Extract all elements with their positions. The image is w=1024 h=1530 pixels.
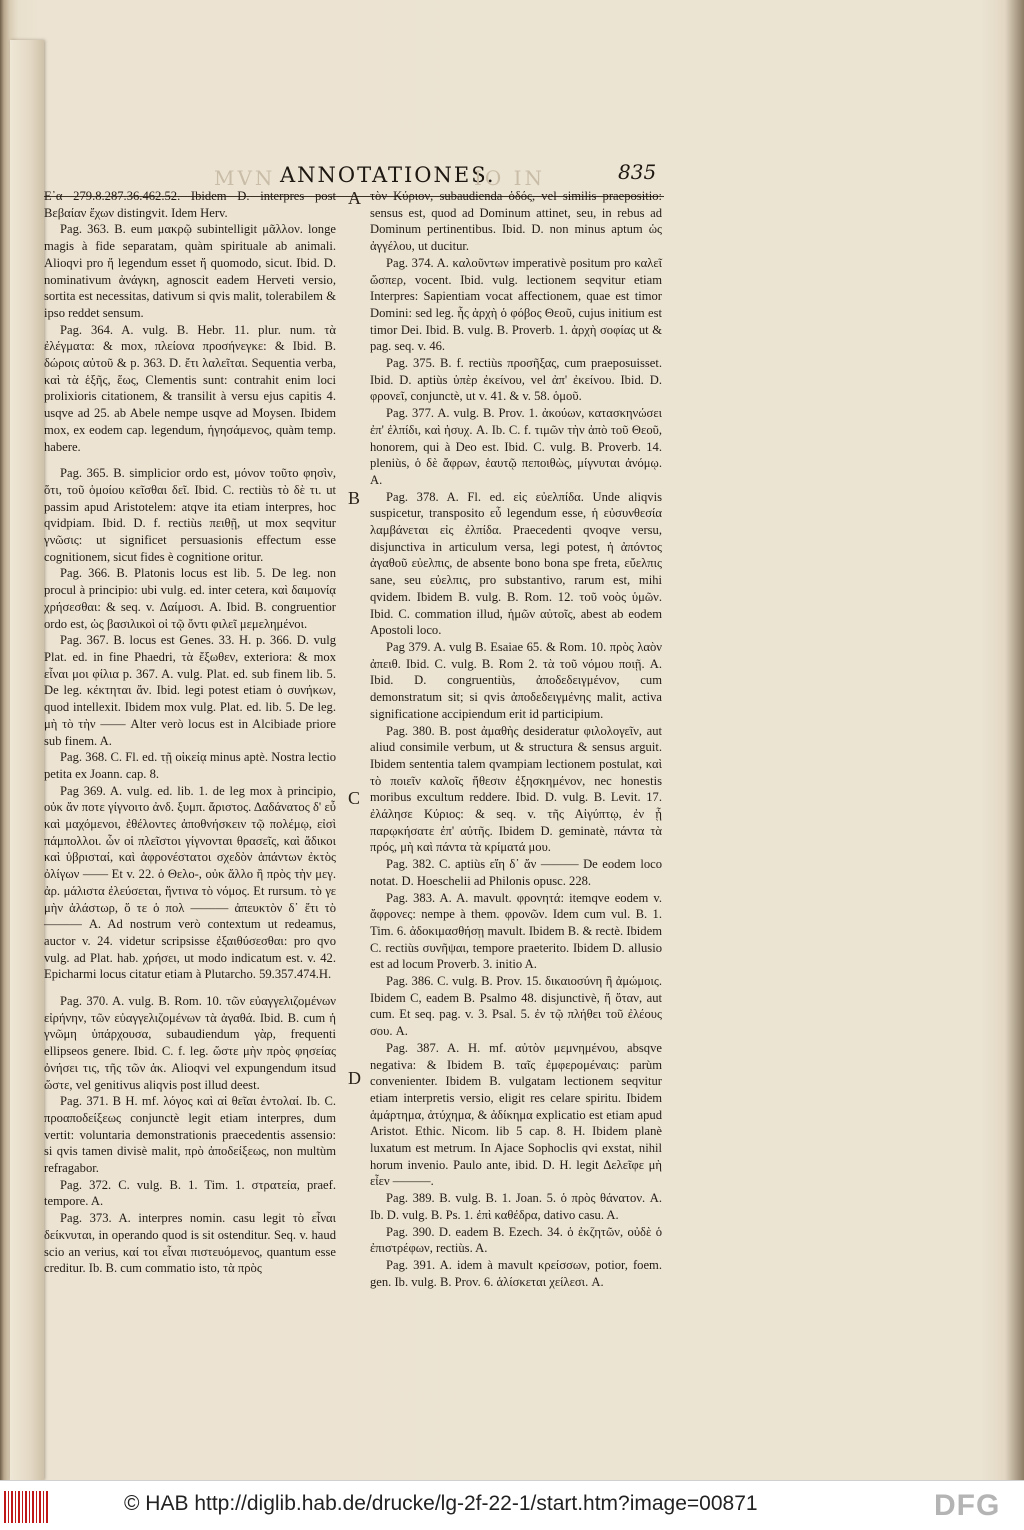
page-number: 835: [618, 160, 657, 184]
annotation-paragraph: Pag. 370. A. vulg. B. Rom. 10. τῶν εὐαγγελιζομένων εἰρήνην, τῶν εὐαγγελιζομένων τὰ ἀγαθά. Ibid. B. cum ἡ γνῶμη ὑπάρχουσα, subaudiendum γὰρ, frequenti ellipseos genere. Ibid. C. f. leg. ὥστε μὴν πρὸς φησείας ὀνήσει τις, τῆς τῶν ἀκ. Alioqvi vel expungendum itsud ὥστε, vel genitivus aliqvis post illud deest.: [44, 994, 336, 1092]
annotation-paragraph: Pag. 372. C. vulg. B. 1. Tim. 1. στρατεία, praef. tempore. A.: [44, 1177, 336, 1209]
annotation-paragraph: τὸν Κύριον, subaudienda ὁδός, vel similis praepositio: sensus est, quod ad Dominum attinet, seu, in rebus ad Dominum pertinentibus. Ibid. D. non minus aptum ὡς ἀγγέλου, ut ducitur.: [370, 189, 662, 254]
page-fold-edge: [10, 40, 44, 1480]
annotation-paragraph: Pag. 390. D. eadem B. Ezech. 34. ὁ ἐκζητῶν, οὐδὲ ὁ ἐπιστρέφων, rectiùs. A.: [370, 1224, 662, 1256]
running-head: [44, 160, 664, 190]
annotation-paragraph: Pag. 377. A. vulg. B. Prov. 1. ἀκούων, κατασκηνώσει ἐπ' ἐλπίδι, καὶ ἡσυχ. A. Ib. C. f. τιμῶν τὴν ἀπὸ τοῦ Θεοῦ, honorem, qui à Deo est. Ibid. C. vulg. B. Proverb. 14. pleniùs, ὁ δὲ ἄφρων, ἑαυτῷ πεποιθὼς, μίγνυται ἀνόμῳ. A.: [370, 406, 662, 487]
annotation-paragraph: Pag. 383. A. A. mavult. φρονητά: itemqve eodem v. ἄφρονες: nempe à them. φρονῶν. Idem cum vul. B. 1. Tim. 6. ἀδοκιμασθήσῃ mavult. Ibidem B. & rectè. Ibidem C. rectiùs συνῆψαι, tempore praeterito. Ibidem D. allusio est ad locum Proverb. 3. initio A.: [370, 890, 662, 972]
margin-letter-c: C: [348, 788, 361, 808]
annotation-paragraph: Pag. 368. C. Fl. ed. τῇ οἰκείᾳ minus aptè. Nostra lectio petita ex Joann. cap. 8.: [44, 750, 336, 781]
annotation-paragraph: Pag. 367. B. locus est Genes. 33. H. p. 366. D. vulg Plat. ed. in fine Phaedri, τὰ ἔξωθεν, exteriora: & mox εἶναι μοι φίλια p. 367. A. vulg. Plat. ed. sub finem lib. 5. De leg. κέκτηται ἄν. Ibid. legi potest etiam ὁ συνήκων, quod intellexit. Ibidem mox vulg. Plat. ed. lib. 5. De leg. μὴ τὸ τὴν —— Alter verò locus est in Alcibiade priore sub finem. A.: [44, 633, 336, 748]
page-title: ANNOTATIONES.: [280, 163, 496, 187]
annotation-paragraph: Ε᾿α 279.8.287.36.462.52. Ibidem D. interpres post Βεβαίαν ἔχων distingvit. Idem Herv.: [44, 189, 336, 220]
source-credit-link[interactable]: © HAB http://diglib.hab.de/drucke/lg-2f-22-1/start.htm?image=00871: [124, 1492, 758, 1515]
section-margin-letters: [346, 188, 366, 1288]
annotation-paragraph: Pag. 382. C. aptiùs εἴη δ᾽ ἄν ——— De eodem loco notat. D. Hoeschelii ad Philonis opusc. 228.: [370, 857, 662, 888]
annotation-paragraph: Pag. 363. B. eum μακρῷ subintelligit μᾶλλον. longe magis à fide separatam, quàm spirituale ab animali. Alioqvi pro ἤ legendum esset ἤ quomodo, sicut. Ibid. D. nominativum ἀνάγκη, agnoscit eadem Herveti versio, sortita est necessitas, dativum si qvis malit, tolerabilem & ipso reddet sensum.: [44, 222, 336, 320]
annotation-paragraph: Pag. 386. C. vulg. B. Prov. 15. δικαιοσύνη ἢ ἀμώμοις. Ibidem C, eadem B. Psalmo 48. disjunctivè, ἤ ὅταν, aut cum. Et seq. pag. v. 3. Psal. 5. ἐν τῷ πλήθει τοῦ ἐλέους σου. A.: [370, 974, 662, 1039]
book-page: [44, 150, 664, 1450]
annotation-paragraph: Pag. 371. B H. mf. λόγος καὶ αἱ θεῖαι ἐντολαί. Ib. C. προαποδείξεως conjunctè legit etiam interpres, dum vertit: voluntaria demonstrationis praecedentis assensio: si qvis tamen divisè malit, πρὸ ἀποδείξεως, non multùm refragabor.: [44, 1094, 336, 1176]
annotation-paragraph: Pag. 375. B. f. rectiùs προσῆξας, cum praeposuisset. Ibid. D. aptiùs ὑπὲρ ἐκείνου, vel ἀπ' ἐκείνου. Ibid. D. φρονεῖ, conjunctè, ut v. 41. & v. 58. ὁμοῦ.: [370, 356, 662, 404]
margin-letter-a: A: [348, 188, 361, 208]
annotation-paragraph: Pag. 389. B. vulg. B. 1. Joan. 5. ὁ πρὸς θάνατον. A. Ib. D. vulg. B. Ps. 1. ἐπὶ καθέδρα, dativo casu. A.: [370, 1191, 662, 1222]
annotation-paragraph: Pag 369. A. vulg. ed. lib. 1. de leg mox à principio, οὐκ ἄν ποτε γίγνοιτο ἀνδ. ξυμπ. ἄριστος. Δαδάνατος δ' εὖ καὶ μαχόμενοι, ἐθέλοντες ἀποθνήσκειν τῷ πολέμῳ, εἰσὶ πάμπολλοι. ὧν οἱ πλεῖστοι γίγνονται θρασεῖς, καὶ ἄδικοι καὶ ὑβρισταί, καὶ ἀφρονέστατοι σχεδὸν ἁπάντων ἐκτὸς ὀλίγων —— Et v. 22. ὁ Θελο-, οὐκ ἄλλο ἢ πρὸς τὴν μεγ. ἀρ. μάλιστα ἐλεύσεται, ἥντινα τὸ νόμος. Et rursum. τὸ γε μὴν ἀλάστωρ, ὅ τε ὁ πολ ——— ἀπευκτὸν δ᾽ ἔτι τὸ ——— A. Ad nostrum verò contextum ut redeamus, auctor v. 24. videtur scripsisse ἐξαιθύσεσθαι: pro qvo vulg. ad Plat. hab. χρήσει, ut modo indicatum est. v. 42. Epicharmi locus citatur etiam à Plutarcho. 59.357.474.H.: [44, 783, 336, 982]
annotation-paragraph: Pag 379. A. vulg B. Esaiae 65. & Rom. 10. πρὸς λαὸν ἀπειθ. Ibid. C. vulg. B. Rom 2. τὰ τοῦ νόμου ποιῇ. A. Ibid. D. congruentiùs, ἀποδεδειγμένον, cum demonstratum sit; si qvis ἀποδεδειγμένης malit, activa significatione accipiendum erit id participium.: [370, 639, 662, 721]
annotation-paragraph: Pag. 365. B. simplicior ordo est, μόνον τοῦτο φησὶν, ὅτι, τοῦ ὁμοίου κεῖσθαι δεῖ. Ibid. C. rectiùs τὸ δὲ τι. ut passim apud Aristotelem: atqve ita etiam interpres, hoc qvidpiam. Ibid. D. f. rectiùs πειθῇ, ut mox seqvitur γνῶσις: ut significet persuasionis effectum esse cognitionem, sicut fides è cognitione oritur.: [44, 466, 336, 564]
annotation-paragraph: Pag. 364. A. vulg. B. Hebr. 11. plur. num. τὰ ἐλέγματα: & mox, πλείονα προσήνεγκε: & Ibid. B. δώροις αὐτοῦ & p. 363. D. ἔτι λαλεῖται. Sequentia verba, καὶ τὰ ἑξῆς, ἕως, Clementis sunt: contrahit enim loci prolixioris citationem, & transilit à versu ejus capitis 4. usqve ad 25. ab Abele nempe usqve ad Moysen. Ibidem mox, ex eodem cap. legendum, ἡγησάμενος, quàm temp. habere.: [44, 322, 336, 454]
annotation-paragraph: Pag. 380. B. post ἀμαθὴς desideratur φιλολογεῖν, aut aliud consimile verbum, ut & structura & sensus arguit. Ibidem sententia talem qvampiam lectionem postulat, καὶ τὸ ποιεῖν καλοῖς ἤθεσιν ἐξησκημένον, nec honestis moribus excultum reddere. Ibid. D. vulg. B. Levit. 17. ἐλάλησε Κύριος: & seq. v. τῆς Αἰγύπτῳ, ἐν ᾗ παρῳκήσατε ἐπ' αὐτῆς. Ibidem D. geminatè, πάντα τὰ πρός, μὴ καὶ πάντα τὰ κρίματά μου.: [370, 723, 662, 855]
annotation-paragraph: Pag. 387. A. H. mf. αὐτὸν μεμνημένου, absqve negativa: & Ibidem B. ταῖς ἐμφερομέναις: parùm convenienter. Ibidem B. vulgatam lectionem seqvitur etiam interpretis versio, eligit res celare spiritu. Ibidem ἁμάρτημα, ἀτύχημα, & ἀδίκημα explicatio est etiam apud Aristot. Ethic. Nicom. lib 5 cap. 8. H. Ibidem planè luxatum est metrum. In Ajace Sophoclis qvi exstat, nihil horum invenio. Paulo ante, ibid. D. H. legit Δελεῖφε μὴ εἶεν ———.: [370, 1040, 662, 1189]
show-through-text-right: IO IN: [474, 166, 546, 190]
show-through-text-left: MVN: [214, 166, 276, 190]
annotation-paragraph: Pag. 378. A. Fl. ed. εἰς εὐελπίδα. Unde aliqvis suspicetur, transposito εὖ legendum esse, ἡ εὐσυνθεσία λαμβάνεται εἰς ἐλπίδα. Praecedenti qvoqve versu, disjunctiva in articulum versa, legi potest, ἡ ἀπόντος ἀγαθοῦ εὐελπις, de absente bono bona spe freta, εὔελπις sane, seu εὐελπις, pro substantivo, rarum est, mihi qvidem. Ibidem B. vulg. B. Rom. 12. τοῦ νοὸς ὑμῶν. Ibid. C. commation illud, ἡμῶν αὐτοῖς, abest ab eodem Apostoli loco.: [370, 489, 662, 638]
left-column: [44, 188, 336, 1277]
annotation-paragraph: Pag. 366. B. Platonis locus est lib. 5. De leg. non procul à principio: ubi vulg. ed. inter cetera, καὶ δαιμονίᾳ χρήσεσθαι: & seq. v. Δαίμοσι. A. Ibid. B. congruentior ordo est, ὡς βασιλικοὶ οἱ τῷ ὄντι φιλεῖ μεμελημένοι.: [44, 566, 336, 631]
viewer-footer: [0, 1480, 1024, 1530]
margin-letter-b: B: [348, 488, 361, 508]
dfg-logo: DFG: [934, 1489, 1001, 1522]
annotation-paragraph: Pag. 373. A. interpres nomin. casu legit τὸ εἶναι δείκνυται, in operando quod is sit ostenditur. Seq. v. haud scio an verius, καί τοι εἶναι πιστευόμενος, quantum esse creditur. Ib. B. cum commatio isto, τὰ πρὸς: [44, 1211, 336, 1276]
annotation-paragraph: Pag. 374. A. καλοῦντων imperativè positum pro καλεῖ ὥσπερ, vocent. Ibid. vulg. lectionem seqvitur etiam Interpres: Sapientiam vocat affectionem, quae est timor Domini: sed leg. ἧς ἀρχὴ ὁ φόβος Θεοῦ, cujus initium est timor Dei. Ibid. B. vulg. B. Proverb. 1. ἀρχὴ σοφίας ut & pag. seq. v. 46.: [370, 255, 662, 354]
margin-letter-d: D: [348, 1068, 361, 1088]
right-column: [370, 188, 662, 1290]
hab-barcode-logo: [4, 1491, 48, 1523]
annotation-paragraph: Pag. 391. A. idem à mavult κρείσσων, potior, foem. gen. Ib. vulg. B. Prov. 6. ἁλίσκεται χείλεσι. A.: [370, 1258, 662, 1289]
